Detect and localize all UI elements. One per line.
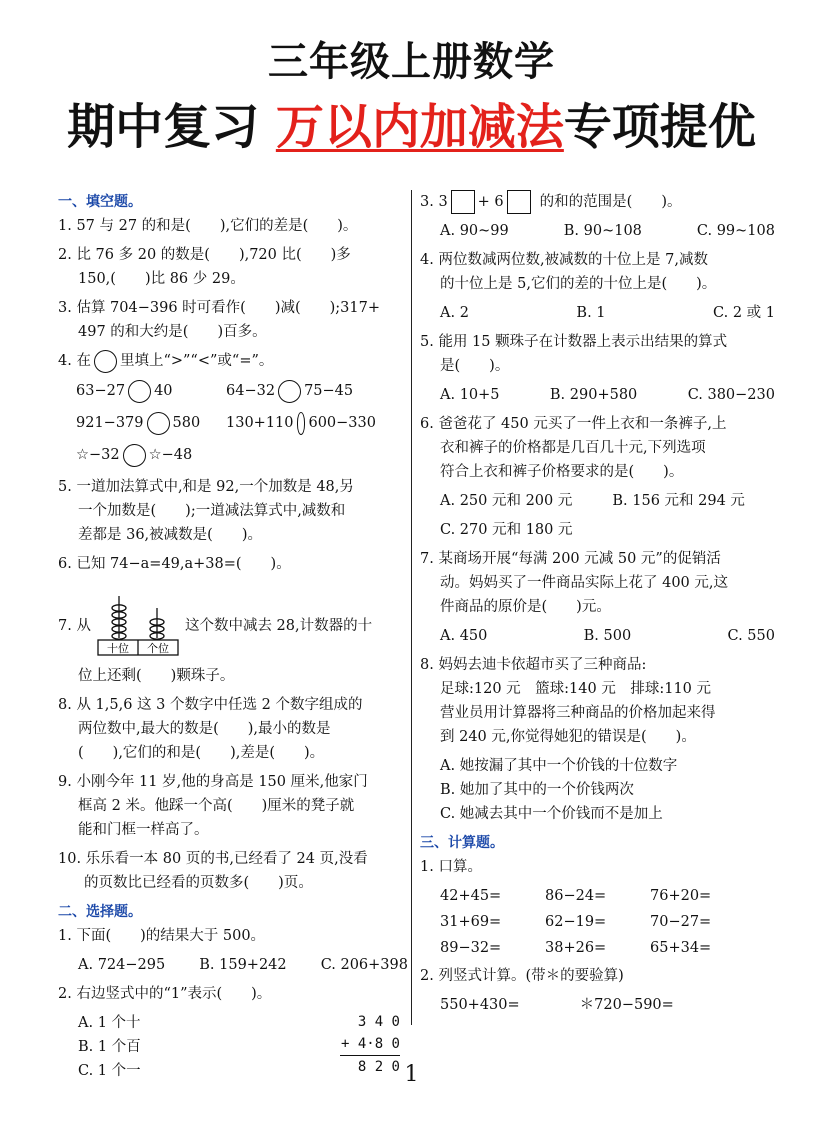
choice-6-line3: 符合上衣和裤子价格要求的是( )。 xyxy=(440,464,684,480)
question-2-line1: 2. 比 76 多 20 的数是( ),720 比( )多 xyxy=(58,247,351,263)
mental-math-item: 89−32= xyxy=(440,940,502,956)
question-4 xyxy=(58,349,408,373)
option-a[interactable]: A. 724−295 xyxy=(78,957,166,973)
choice-8-line4: 到 240 元,你觉得她犯的错误是( )。 xyxy=(440,729,696,745)
vertical-calc-top: 3 4 0 xyxy=(357,1014,400,1030)
question-8-line3: ( ),它们的和是( ),差是( )。 xyxy=(78,745,325,761)
mental-math-item: 38+26= xyxy=(545,940,607,956)
question-9 xyxy=(58,770,408,842)
calc-2: 2. 列竖式计算。(带＊的要验算) xyxy=(420,968,624,984)
compare-expr: 580 xyxy=(172,415,201,431)
question-10-line1: 10. 乐乐看一本 80 页的书,已经看了 24 页,没看 xyxy=(58,851,368,867)
column-divider xyxy=(411,190,412,1025)
choice-7-line3: 件商品的原价是( )元。 xyxy=(440,599,611,615)
choice-3-options xyxy=(420,219,775,243)
question-7-line2: 位上还剩( )颗珠子。 xyxy=(78,668,235,684)
choice-8-line2: 足球:120 元 篮球:140 元 排球:110 元 xyxy=(440,681,712,697)
compare-expr: 130+110 xyxy=(226,415,294,431)
compare-expr: ☆−32 xyxy=(76,447,120,463)
choice-7 xyxy=(420,547,775,619)
option-b[interactable]: B. 156 元和 294 元 xyxy=(612,493,745,509)
option-c[interactable]: C. 206+398 xyxy=(320,957,408,973)
page-number: 1 xyxy=(404,1062,419,1087)
mental-math-item: 42+45= xyxy=(440,888,502,904)
vertical-calc-result: 8 2 0 xyxy=(357,1059,400,1075)
option-a[interactable]: A. 她按漏了其中一个价钱的十位数字 xyxy=(440,758,678,774)
question-3-line2: 497 的和大约是( )百多。 xyxy=(78,324,267,340)
option-b[interactable]: B. 90~108 xyxy=(563,223,642,239)
question-5 xyxy=(58,475,408,547)
compare-expr: 600−330 xyxy=(308,415,376,431)
circle-icon xyxy=(94,350,117,373)
vertical-calc-items xyxy=(420,993,775,1017)
compare-expr: 75−45 xyxy=(304,383,354,399)
choice-4 xyxy=(420,248,775,296)
compare-circle-icon[interactable] xyxy=(278,380,301,403)
question-4-prefix: 4. 在 xyxy=(58,353,91,369)
question-1: 1. 57 与 27 的和是( ),它们的差是( )。 xyxy=(58,218,358,234)
choice-8 xyxy=(420,653,775,749)
choice-5 xyxy=(420,330,775,378)
option-b[interactable]: B. 500 xyxy=(583,628,632,644)
compare-expr: 40 xyxy=(154,383,173,399)
question-6: 6. 已知 74−a=49,a+38=( )。 xyxy=(58,556,291,572)
option-a[interactable]: A. 1 个十 xyxy=(78,1015,141,1031)
compare-expr: ☆−48 xyxy=(148,447,193,463)
title-highlight: 万以内加减法 xyxy=(275,99,564,155)
question-2-line2: 150,( )比 86 少 29。 xyxy=(78,271,245,287)
blank-box-icon[interactable] xyxy=(451,190,475,214)
option-a[interactable]: A. 450 xyxy=(440,628,488,644)
question-5-line2: 一个加数是( );一道减法算式中,减数和 xyxy=(78,503,346,519)
question-8-line2: 两位数中,最大的数是( ),最小的数是 xyxy=(78,721,331,737)
mental-math-item: 62−19= xyxy=(545,914,607,930)
choice-8-line3: 营业员用计算器将三种商品的价格加起来得 xyxy=(440,705,716,721)
question-5-line3: 差都是 36,被减数是( )。 xyxy=(78,527,262,543)
abacus-tens-label: 十位 xyxy=(106,642,129,655)
option-b[interactable]: B. 1 xyxy=(576,305,606,321)
mental-math-item: 76+20= xyxy=(650,888,712,904)
compare-expr: 63−27 xyxy=(76,383,126,399)
section-heading-calc: 三、计算题。 xyxy=(420,835,504,851)
section-heading-fill: 一、填空题。 xyxy=(58,194,142,210)
compare-expr: 64−32 xyxy=(226,383,276,399)
blank-box-icon[interactable] xyxy=(507,190,531,214)
question-8-line1: 8. 从 1,5,6 这 3 个数字中任选 2 个数字组成的 xyxy=(58,697,363,713)
mental-math-item: 70−27= xyxy=(650,914,712,930)
compare-row xyxy=(58,379,408,403)
choice-8-options xyxy=(420,754,775,826)
choice-5-line2: 是( )。 xyxy=(440,358,510,374)
title-prefix: 期中复习 xyxy=(67,99,276,155)
question-10 xyxy=(58,847,408,895)
question-3 xyxy=(58,296,408,344)
vertical-calc-item: ＊720−590= xyxy=(579,997,674,1013)
right-column xyxy=(420,190,775,1017)
option-b[interactable]: B. 159+242 xyxy=(199,957,287,973)
choice-7-line2: 动。妈妈买了一件商品实际上花了 400 元,这 xyxy=(440,575,729,591)
choice-3-part: 3. 3 xyxy=(420,194,448,210)
choice-4-options xyxy=(420,301,775,325)
compare-circle-icon[interactable] xyxy=(128,380,151,403)
vertical-calc-add: + 4·8 0 xyxy=(340,1033,400,1056)
mental-math-item: 31+69= xyxy=(440,914,502,930)
choice-6-line2: 衣和裤子的价格都是几百几十元,下列选项 xyxy=(440,440,706,456)
option-b[interactable]: B. 290+580 xyxy=(549,387,638,403)
question-2 xyxy=(58,243,408,291)
choice-4-line1: 4. 两位数减两位数,被减数的十位上是 7,减数 xyxy=(420,252,708,268)
choice-5-line1: 5. 能用 15 颗珠子在计数器上表示出结果的算式 xyxy=(420,334,728,350)
question-9-line2: 框高 2 米。他踩一个高( )厘米的凳子就 xyxy=(78,798,355,814)
question-8 xyxy=(58,693,408,765)
choice-3 xyxy=(420,190,775,214)
choice-4-line2: 的十位上是 5,它们的差的十位上是( )。 xyxy=(440,276,717,292)
option-a[interactable]: A. 2 xyxy=(440,305,469,321)
compare-expr: 921−379 xyxy=(76,415,144,431)
abacus-ones-label: 个位 xyxy=(146,642,169,655)
choice-6 xyxy=(420,412,775,484)
option-c[interactable]: C. 她减去其中一个价钱而不是加上 xyxy=(440,806,663,822)
question-4-suffix: 里填上“>”“<”或“=”。 xyxy=(119,353,274,369)
mental-math-grid xyxy=(420,884,775,960)
question-7-suffix: 这个数中减去 28,计数器的十 xyxy=(184,618,373,634)
question-9-line3: 能和门框一样高了。 xyxy=(78,822,209,838)
option-c[interactable]: C. 99~108 xyxy=(696,223,775,239)
vertical-calc-item: 550+430= xyxy=(440,997,520,1013)
compare-row xyxy=(58,443,408,467)
choice-3-part: 的和的范围是( )。 xyxy=(539,194,682,210)
title-suffix: 专项提优 xyxy=(563,99,756,155)
page-title-grade: 三年级上册数学 xyxy=(268,39,555,85)
option-a[interactable]: A. 90~99 xyxy=(440,223,509,239)
option-c[interactable]: C. 2 或 1 xyxy=(713,305,775,321)
option-b[interactable]: B. 她加了其中的一个价钱两次 xyxy=(440,782,634,798)
option-a[interactable]: A. 10+5 xyxy=(440,387,500,403)
question-9-line1: 9. 小刚今年 11 岁,他的身高是 150 厘米,他家门 xyxy=(58,774,368,790)
choice-6-line1: 6. 爸爸花了 450 元买了一件上衣和一条裤子,上 xyxy=(420,416,727,432)
question-10-line2: 的页数比已经看的页数多( )页。 xyxy=(84,875,313,891)
compare-circle-icon[interactable] xyxy=(297,412,306,435)
calc-1: 1. 口算。 xyxy=(420,859,482,875)
compare-circle-icon[interactable] xyxy=(123,444,146,467)
question-5-line1: 5. 一道加法算式中,和是 92,一个加数是 48,另 xyxy=(58,479,354,495)
abacus-icon xyxy=(97,594,179,656)
question-3-line1: 3. 估算 704−396 时可看作( )减( );317+ xyxy=(58,300,381,316)
choice-7-line1: 7. 某商场开展“每满 200 元减 50 元”的促销活 xyxy=(420,551,721,567)
choice-1: 1. 下面( )的结果大于 500。 xyxy=(58,928,266,944)
page-title-topic xyxy=(0,88,823,157)
option-a[interactable]: A. 250 元和 200 元 xyxy=(440,493,573,509)
choice-1-options xyxy=(58,953,408,977)
left-column xyxy=(58,190,408,1083)
option-c[interactable]: C. 1 个一 xyxy=(78,1063,141,1079)
option-c[interactable]: C. 380−230 xyxy=(687,387,775,403)
choice-8-line1: 8. 妈妈去迪卡依超市买了三种商品: xyxy=(420,657,647,673)
option-c[interactable]: C. 270 元和 180 元 xyxy=(440,522,573,538)
choice-5-options xyxy=(420,383,775,407)
mental-math-item: 86−24= xyxy=(545,888,607,904)
option-c[interactable]: C. 550 xyxy=(727,628,775,644)
section-heading-choice: 二、选择题。 xyxy=(58,904,142,920)
mental-math-item: 65+34= xyxy=(650,940,712,956)
choice-2: 2. 右边竖式中的“1”表示( )。 xyxy=(58,986,272,1002)
option-b[interactable]: B. 1 个百 xyxy=(78,1039,141,1055)
choice-6-options xyxy=(420,489,775,513)
choice-7-options xyxy=(420,624,775,648)
choice-3-part: + 6 xyxy=(477,194,504,210)
question-7 xyxy=(58,594,408,656)
compare-row xyxy=(58,411,408,435)
compare-circle-icon[interactable] xyxy=(147,412,170,435)
question-7-prefix: 7. 从 xyxy=(58,618,91,634)
